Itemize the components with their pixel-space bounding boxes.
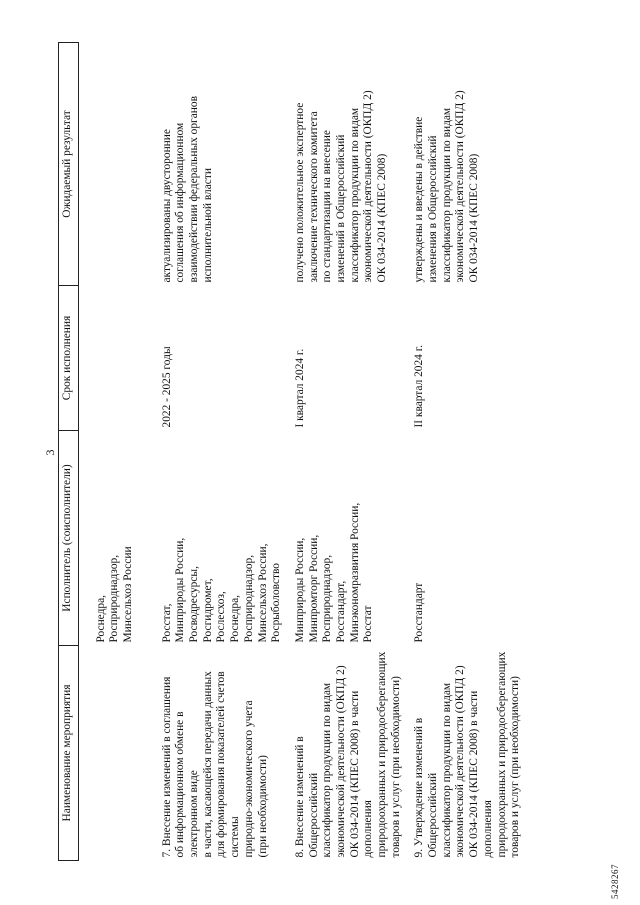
header-deadline: Срок исполнения <box>59 286 79 431</box>
deadline-cell <box>78 286 151 431</box>
expected-result-cell: утверждены и введены в действие изменения в Общероссийский классификатор продукции по видам экономической деятельности (ОКПД 2) ОК 034-2014 (КПЕС 2008) <box>413 90 481 283</box>
header-expected-result: Ожидаемый результат <box>59 43 79 286</box>
expected-result-cell: актуализированы двусторонние соглашения об информационном взаимодействии федеральных органов исполнительной власти <box>160 96 214 283</box>
table-row-continuation <box>78 43 151 861</box>
page-number: 3 <box>43 449 57 456</box>
header-row <box>59 43 79 861</box>
table-row-8 <box>284 43 404 861</box>
measure-name-cell: 8. Внесение изменений в Общероссийский классификатор продукции по видам экономической деятельности (ОКПД 2) ОК 034-2014 (КПЕС 2008) в части дополнения природоохранных и природосберегающих товаров и услуг (при необходимости) <box>293 651 402 858</box>
expected-result-cell: получено положительное экспертное заключение технического комитета по стандартизации на внесение изменений в Общероссийский классификатор продукции по видам экономической деятельности (ОКПД 2) ОК 034-2014 (КПЕС 2008) <box>293 90 388 283</box>
measure-name-cell: 9. Утверждение изменений в Общероссийский классификатор продукции по видам экономической деятельности (ОКПД 2) ОК 034-2014 (КПЕС 2008) в части дополнения природоохранных и природосберегающих товаров и услуг (при необходимости) <box>413 651 522 858</box>
executor-cell: Минприроды России, Минпромторг России, Росприроднадзор, Росстандарт, Минэкономразвития России, Росстат <box>293 502 375 643</box>
measures-table <box>58 42 523 861</box>
executor-cell: Росстат, Минприроды России, Росводресурсы, Росгидромет, Рослесхоз, Роснедра, Росприроднадзор, Минсельхоз России, Росрыболовство <box>160 537 283 643</box>
deadline-cell: 2022 - 2025 годы <box>160 346 173 428</box>
table-header <box>59 43 79 861</box>
header-executor: Исполнитель (соисполнители) <box>59 431 79 646</box>
table-row-7 <box>151 43 284 861</box>
executor-cell: Росстандарт <box>413 582 426 643</box>
executor-cell: Роснедра, Росприроднадзор, Минсельхоз России <box>94 546 135 643</box>
expected-result-cell <box>78 43 151 286</box>
document-code: 5428267 <box>610 864 620 899</box>
header-measure-name: Наименование мероприятия <box>59 646 79 861</box>
deadline-cell: I квартал 2024 г. <box>293 348 306 428</box>
table-body <box>78 43 523 861</box>
deadline-cell: II квартал 2024 г. <box>413 345 426 428</box>
measure-name-cell <box>78 646 151 861</box>
table-row-9 <box>403 43 523 861</box>
measure-name-cell: 7. Внесение изменений в соглашения об информационном обмене в электронном виде в части, касающейся передачи данных для формирования показателей счетов системы природно-экономического учета (при необходимости) <box>160 671 269 858</box>
